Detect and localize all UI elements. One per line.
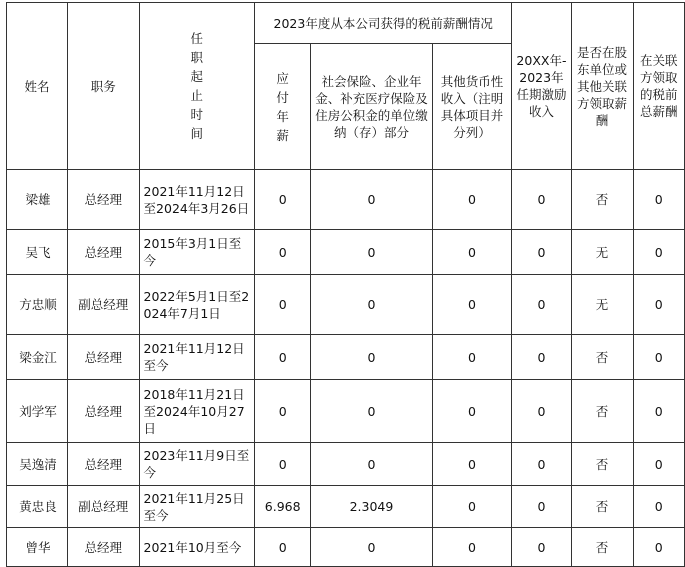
position-cell: 副总经理 bbox=[68, 275, 139, 335]
table-row bbox=[7, 443, 685, 486]
social-cell: 0 bbox=[311, 443, 432, 486]
salary-cell: 0 bbox=[255, 170, 311, 230]
salary-cell: 0 bbox=[255, 275, 311, 335]
incentive-cell: 0 bbox=[512, 380, 571, 443]
header-salary-text: 应付年薪 bbox=[276, 70, 289, 143]
header-salary bbox=[255, 44, 311, 170]
name-cell: 梁金江 bbox=[7, 335, 68, 380]
name-cell: 梁雄 bbox=[7, 170, 68, 230]
tenure-cell: 2021年11月12日至今 bbox=[139, 335, 255, 380]
name-cell: 方忠顺 bbox=[7, 275, 68, 335]
table-row bbox=[7, 380, 685, 443]
name-cell: 黄忠良 bbox=[7, 486, 68, 528]
header-related-total: 在关联方领取的税前总薪酬 bbox=[633, 3, 684, 170]
related-total-cell: 0 bbox=[633, 443, 684, 486]
position-cell: 总经理 bbox=[68, 230, 139, 275]
tenure-cell: 2021年11月25日至今 bbox=[139, 486, 255, 528]
salary-cell: 0 bbox=[255, 335, 311, 380]
related-paid-cell: 否 bbox=[571, 335, 633, 380]
header-2023-group: 2023年度从本公司获得的税前薪酬情况 bbox=[255, 3, 512, 44]
position-cell: 总经理 bbox=[68, 528, 139, 567]
tenure-cell: 2022年5月1日至2024年7月1日 bbox=[139, 275, 255, 335]
name-cell: 曾华 bbox=[7, 528, 68, 567]
other-income-cell: 0 bbox=[432, 170, 512, 230]
header-tenure bbox=[139, 3, 255, 170]
other-income-cell: 0 bbox=[432, 528, 512, 567]
other-income-cell: 0 bbox=[432, 230, 512, 275]
header-tenure-text: 任职起止时间 bbox=[190, 31, 204, 141]
related-paid-cell: 否 bbox=[571, 443, 633, 486]
related-total-cell: 0 bbox=[633, 380, 684, 443]
incentive-cell: 0 bbox=[512, 170, 571, 230]
social-cell: 0 bbox=[311, 275, 432, 335]
related-total-cell: 0 bbox=[633, 275, 684, 335]
table-row bbox=[7, 170, 685, 230]
table-row bbox=[7, 230, 685, 275]
related-paid-cell: 否 bbox=[571, 170, 633, 230]
name-cell: 吴逸清 bbox=[7, 443, 68, 486]
table-row bbox=[7, 528, 685, 567]
name-cell: 吴飞 bbox=[7, 230, 68, 275]
social-cell: 0 bbox=[311, 230, 432, 275]
other-income-cell: 0 bbox=[432, 335, 512, 380]
incentive-cell: 0 bbox=[512, 335, 571, 380]
related-paid-cell: 无 bbox=[571, 275, 633, 335]
related-paid-cell: 否 bbox=[571, 380, 633, 443]
other-income-cell: 0 bbox=[432, 443, 512, 486]
header-name: 姓名 bbox=[7, 3, 68, 170]
header-position: 职务 bbox=[68, 3, 139, 170]
tenure-cell: 2023年11月9日至今 bbox=[139, 443, 255, 486]
tenure-cell: 2018年11月21日至2024年10月27日 bbox=[139, 380, 255, 443]
table-row bbox=[7, 486, 685, 528]
name-cell: 刘学军 bbox=[7, 380, 68, 443]
incentive-cell: 0 bbox=[512, 443, 571, 486]
position-cell: 总经理 bbox=[68, 170, 139, 230]
tenure-cell: 2021年11月12日至2024年3月26日 bbox=[139, 170, 255, 230]
incentive-cell: 0 bbox=[512, 230, 571, 275]
salary-cell: 0 bbox=[255, 230, 311, 275]
other-income-cell: 0 bbox=[432, 275, 512, 335]
tenure-cell: 2021年10月至今 bbox=[139, 528, 255, 567]
related-paid-cell: 否 bbox=[571, 486, 633, 528]
other-income-cell: 0 bbox=[432, 380, 512, 443]
related-total-cell: 0 bbox=[633, 230, 684, 275]
compensation-table bbox=[6, 2, 685, 567]
header-other: 其他货币性收入（注明具体项目并分列） bbox=[432, 44, 512, 170]
social-cell: 0 bbox=[311, 335, 432, 380]
incentive-cell: 0 bbox=[512, 275, 571, 335]
salary-cell: 6.968 bbox=[255, 486, 311, 528]
other-income-cell: 0 bbox=[432, 486, 512, 528]
incentive-cell: 0 bbox=[512, 528, 571, 567]
header-related-paid: 是否在股东单位或其他关联方领取薪酬 bbox=[571, 3, 633, 170]
related-total-cell: 0 bbox=[633, 335, 684, 380]
table-row bbox=[7, 275, 685, 335]
related-total-cell: 0 bbox=[633, 170, 684, 230]
header-incentive: 20XX年-2023年任期激励收入 bbox=[512, 3, 571, 170]
social-cell: 0 bbox=[311, 528, 432, 567]
social-cell: 0 bbox=[311, 380, 432, 443]
related-total-cell: 0 bbox=[633, 528, 684, 567]
position-cell: 副总经理 bbox=[68, 486, 139, 528]
header-social: 社会保险、企业年金、补充医疗保险及住房公积金的单位缴纳（存）部分 bbox=[311, 44, 432, 170]
incentive-cell: 0 bbox=[512, 486, 571, 528]
salary-cell: 0 bbox=[255, 528, 311, 567]
tenure-cell: 2015年3月1日至今 bbox=[139, 230, 255, 275]
related-paid-cell: 无 bbox=[571, 230, 633, 275]
related-paid-cell: 否 bbox=[571, 528, 633, 567]
position-cell: 总经理 bbox=[68, 380, 139, 443]
social-cell: 0 bbox=[311, 170, 432, 230]
salary-cell: 0 bbox=[255, 443, 311, 486]
salary-cell: 0 bbox=[255, 380, 311, 443]
table-row bbox=[7, 335, 685, 380]
position-cell: 总经理 bbox=[68, 443, 139, 486]
position-cell: 总经理 bbox=[68, 335, 139, 380]
social-cell: 2.3049 bbox=[311, 486, 432, 528]
related-total-cell: 0 bbox=[633, 486, 684, 528]
